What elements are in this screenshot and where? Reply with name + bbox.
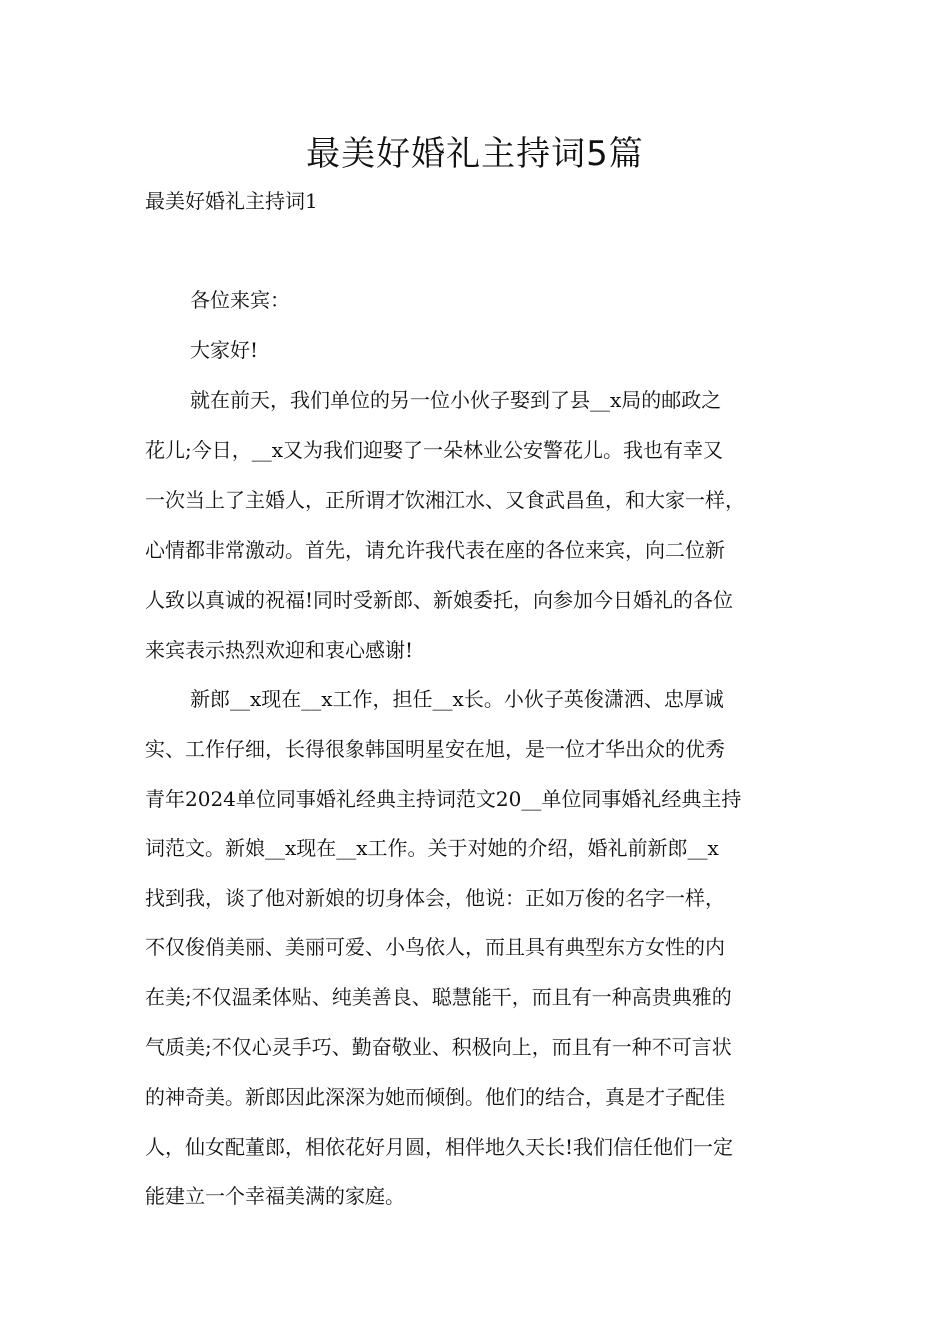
body-line: 不仅俊俏美丽、美丽可爱、小鸟依人，而且具有典型东方女性的内 — [145, 935, 725, 959]
body-line: 在美;不仅温柔体贴、纯美善良、聪慧能干，而且有一种高贵典雅的 — [145, 985, 732, 1009]
body-line: 人致以真诚的祝福!同时受新郎、新娘委托，向参加今日婚礼的各位 — [145, 588, 734, 612]
body-line: 青年2024单位同事婚礼经典主持词范文20__单位同事婚礼经典主持 — [145, 787, 742, 811]
document-title: 最美好婚礼主持词5篇 — [306, 134, 644, 174]
body-line: 一次当上了主婚人，正所谓才饮湘江水、又食武昌鱼，和大家一样， — [145, 488, 745, 512]
body-line: 各位来宾： — [190, 288, 290, 312]
body-line: 词范文。新娘__x现在__x工作。关于对她的介绍，婚礼前新郎__x — [145, 836, 719, 860]
body-line: 来宾表示热烈欢迎和衷心感谢! — [145, 638, 414, 662]
body-line: 大家好! — [190, 338, 259, 362]
body-line: 实、工作仔细，长得很象韩国明星安在旭，是一位才华出众的优秀 — [145, 737, 725, 761]
body-line: 能建立一个幸福美满的家庭。 — [145, 1184, 405, 1208]
body-line: 花儿;今日，__x又为我们迎娶了一朵林业公安警花儿。我也有幸又 — [145, 438, 724, 462]
body-line: 人，仙女配董郎，相依花好月圆，相伴地久天长!我们信任他们一定 — [145, 1135, 734, 1159]
body-line: 的神奇美。新郎因此深深为她而倾倒。他们的结合，真是才子配佳 — [145, 1085, 725, 1109]
body-line: 找到我，谈了他对新娘的切身体会，他说：正如万俊的名字一样， — [145, 886, 725, 910]
body-line: 就在前天，我们单位的另一位小伙子娶到了县__x局的邮政之 — [190, 388, 722, 412]
section-heading: 最美好婚礼主持词1 — [145, 189, 318, 213]
body-line: 新郎__x现在__x工作，担任__x长。小伙子英俊潇洒、忠厚诚 — [190, 687, 724, 711]
body-line: 气质美;不仅心灵手巧、勤奋敬业、积极向上，而且有一种不可言状 — [145, 1035, 732, 1059]
body-line: 心情都非常激动。首先，请允许我代表在座的各位来宾，向二位新 — [145, 538, 725, 562]
